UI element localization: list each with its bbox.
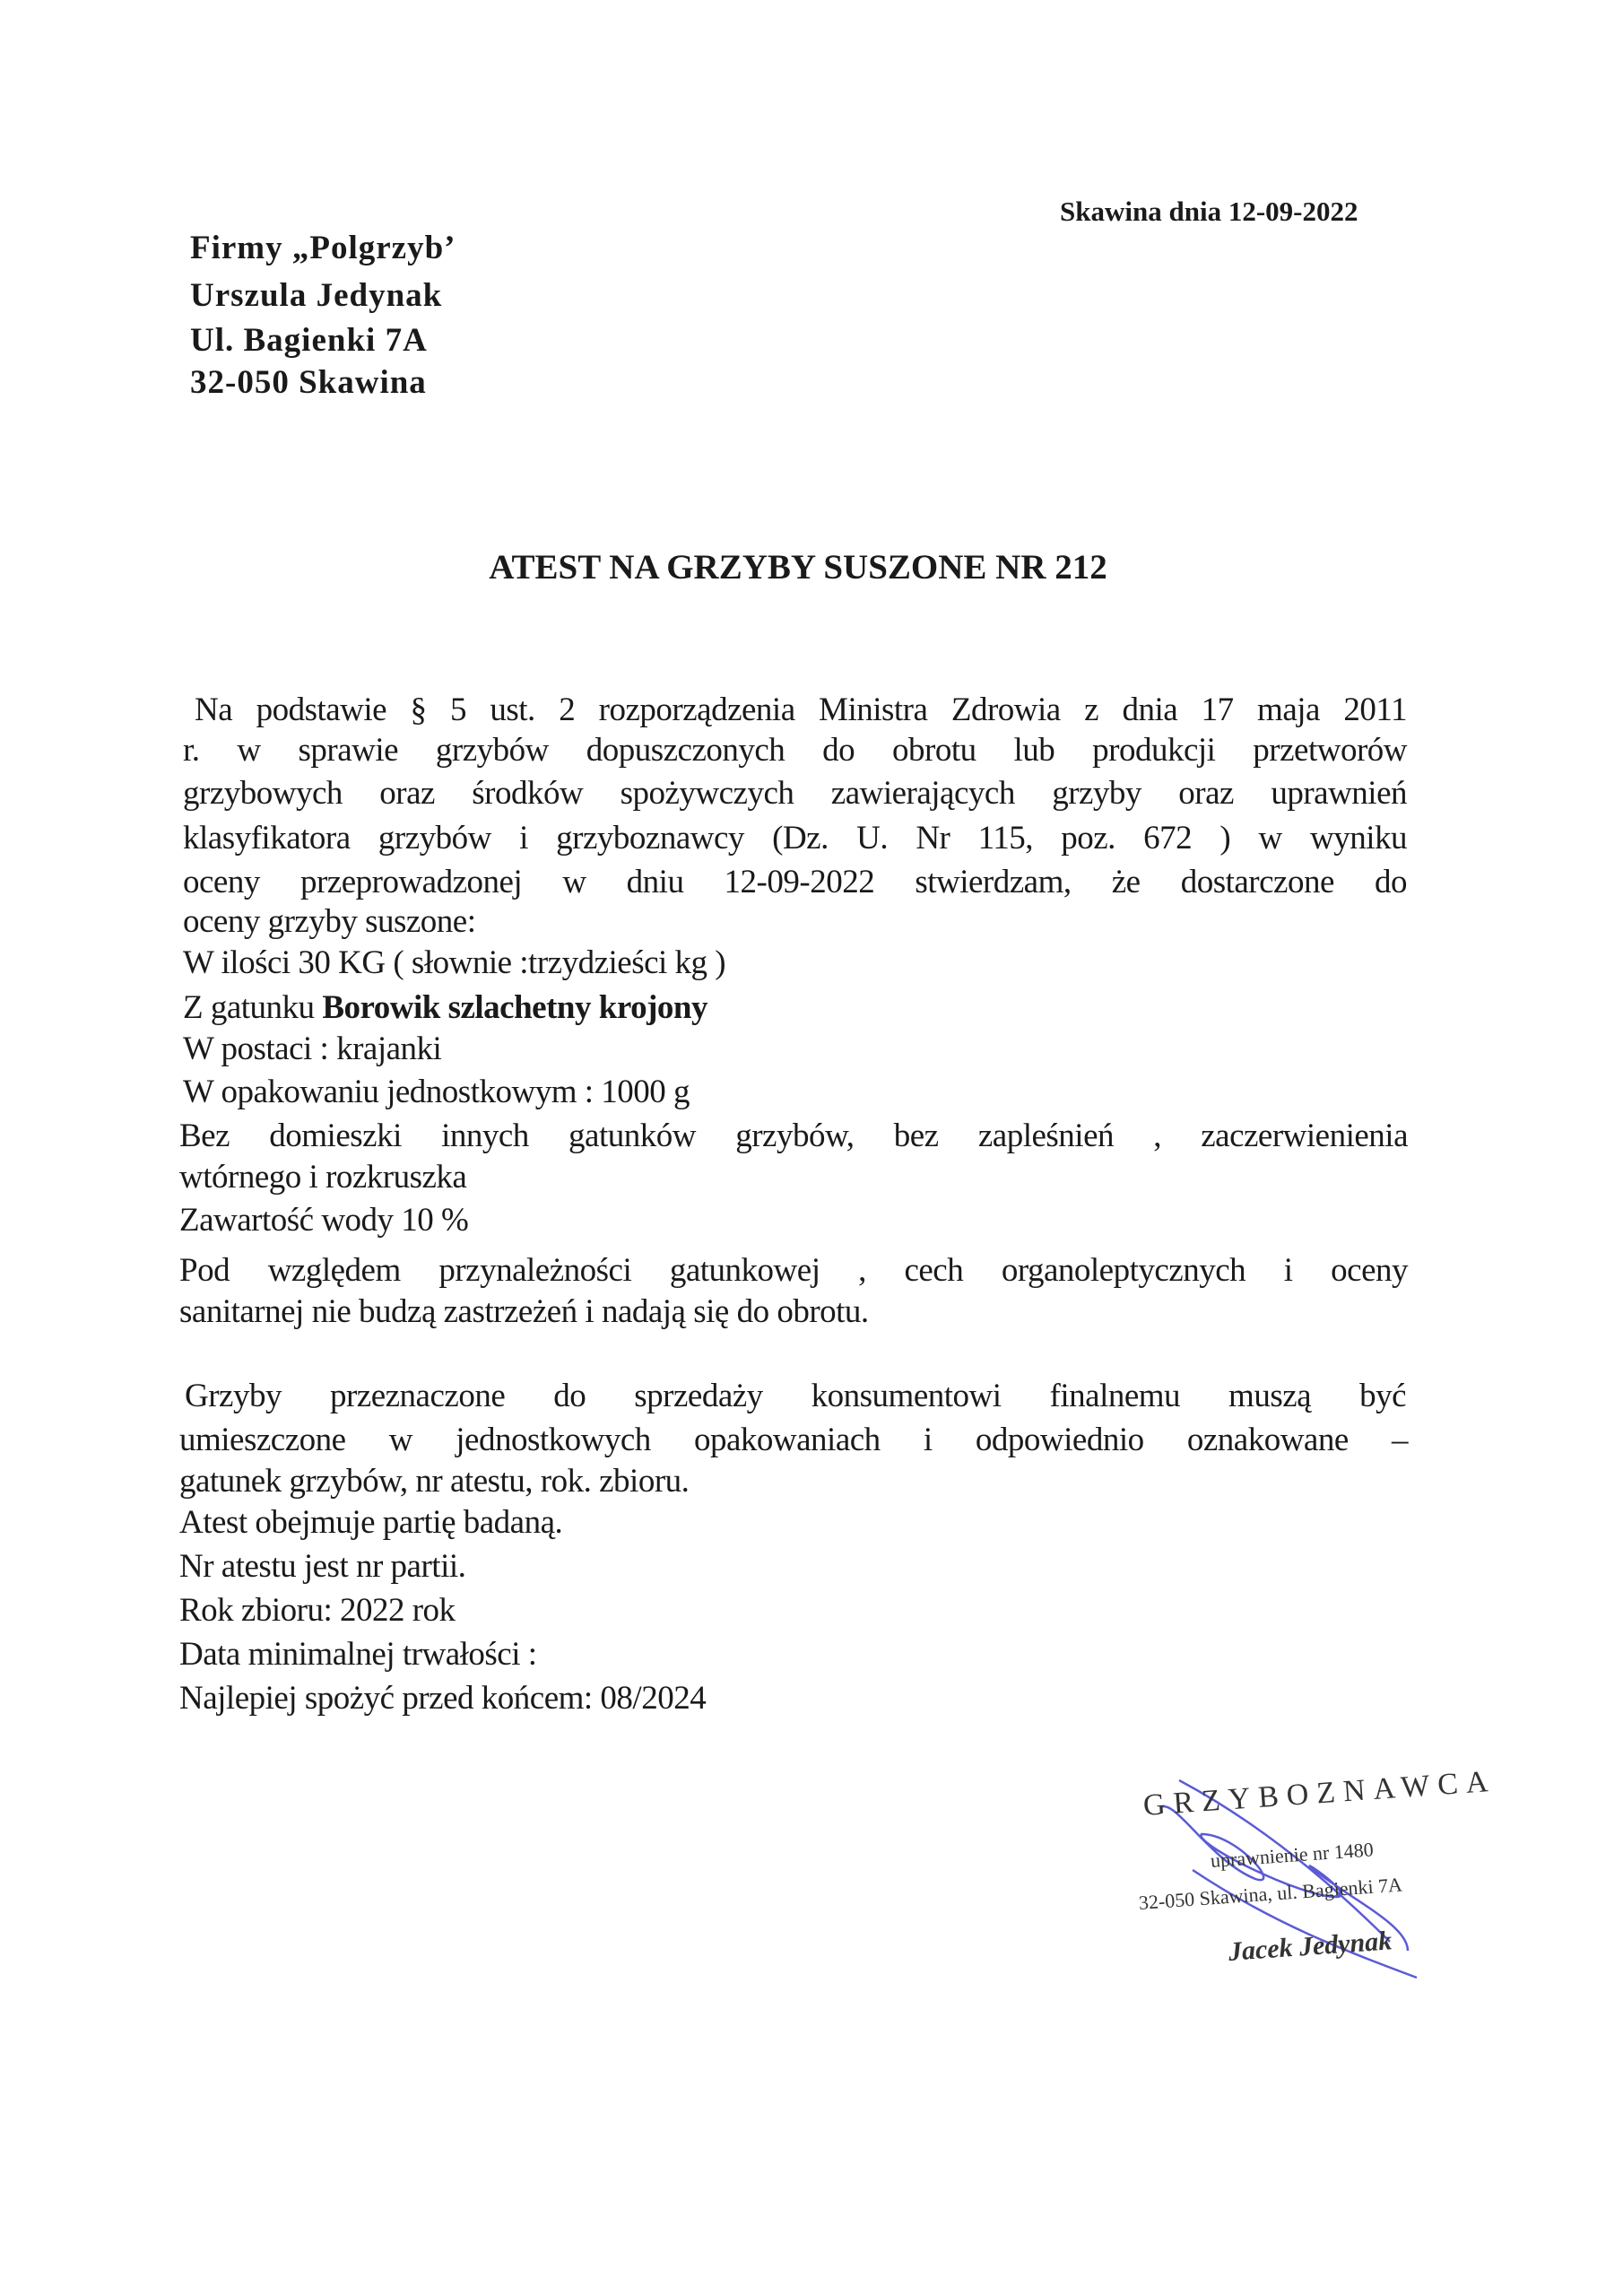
text-line: r. w sprawie grzybów dopuszczonych do obrotu lub produkcji przetworów: [183, 732, 1407, 769]
company-owner: Urszula Jedynak: [190, 277, 443, 314]
note: Atest obejmuje partię badaną.: [179, 1504, 563, 1541]
water-content: Zawartość wody 10 %: [179, 1202, 469, 1239]
stamp-title: GRZYBOZNAWCA: [1141, 1764, 1497, 1822]
note: Nr atestu jest nr partii.: [179, 1548, 466, 1585]
stamp-name: Jacek Jedynak: [1227, 1926, 1393, 1967]
stamp-license: uprawnienie nr 1480: [1210, 1838, 1375, 1872]
document-title: ATEST NA GRZYBY SUSZONE NR 212: [489, 548, 1107, 587]
text-line: grzybowych oraz środków spożywczych zawierających grzyby oraz uprawnień: [183, 775, 1407, 812]
species-value: Borowik szlachetny krojony: [322, 989, 707, 1026]
conclusion: Pod względem przynależności gatunkowej , cech organoleptycznych i oceny: [179, 1252, 1408, 1289]
text-line: klasyfikatora grzybów i grzyboznawcy (Dz. U. Nr 115, poz. 672 ) w wyniku: [183, 820, 1407, 857]
impurities: Bez domieszki innych gatunków grzybów, bez zapleśnień , zaczerwienienia: [179, 1118, 1408, 1154]
note: Rok zbioru: 2022 rok: [179, 1592, 456, 1629]
species: [183, 988, 707, 1027]
grzyboznawca-stamp: [1139, 1762, 1551, 1996]
text-line: oceny przeprowadzonej w dniu 12-09-2022 stwierdzam, że dostarczone do: [183, 864, 1407, 900]
note: Data minimalnej trwałości :: [179, 1636, 537, 1673]
text-line: gatunek grzybów, nr atestu, rok. zbioru.: [179, 1463, 690, 1500]
text-line: Na podstawie § 5 ust. 2 rozporządzenia Ministra Zdrowia z dnia 17 maja 2011: [195, 691, 1407, 728]
company-street: Ul. Bagienki 7A: [190, 322, 428, 359]
stamp-address: 32-050 Skawina, ul. Bagienki 7A: [1138, 1873, 1403, 1914]
company-city: 32-050 Skawina: [190, 364, 427, 401]
text-line: Grzyby przeznaczone do sprzedaży konsumentowi finalnemu muszą być: [185, 1378, 1406, 1414]
place-date: Skawina dnia 12-09-2022: [1060, 196, 1358, 227]
quantity: W ilości 30 KG ( słownie :trzydzieści kg ): [183, 944, 726, 981]
form: W postaci : krajanki: [183, 1031, 442, 1067]
packaging: W opakowaniu jednostkowym : 1000 g: [183, 1074, 690, 1110]
conclusion-cont: sanitarnej nie budzą zastrzeżeń i nadają się do obrotu.: [179, 1293, 869, 1330]
text-line: umieszczone w jednostkowych opakowaniach i odpowiednio oznakowane –: [179, 1422, 1408, 1458]
company-name: Firmy „Polgrzyb’: [190, 230, 456, 266]
best-before: Najlepiej spożyć przed końcem: 08/2024: [179, 1680, 707, 1717]
text-line: oceny grzyby suszone:: [183, 903, 476, 940]
impurities-cont: wtórnego i rozkruszka: [179, 1159, 467, 1196]
species-label: Z gatunku: [183, 989, 323, 1026]
